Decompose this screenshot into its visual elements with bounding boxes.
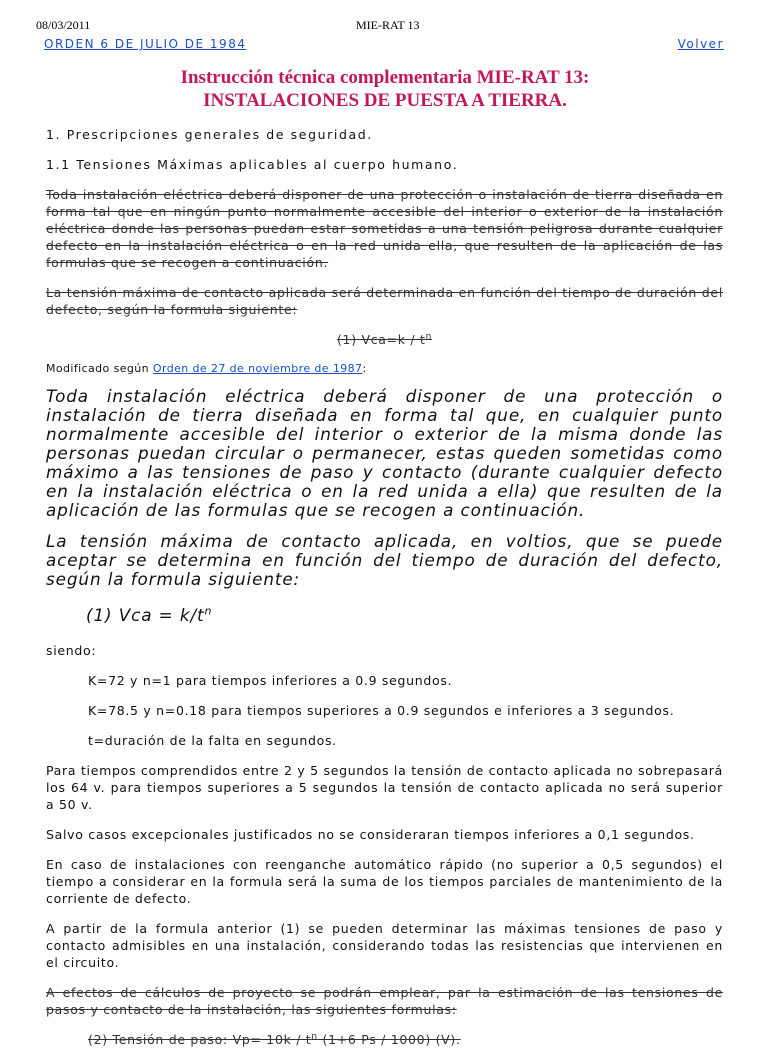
document-title-line1: Instrucción técnica complementaria MIE-RAT 13: — [180, 67, 590, 88]
print-title: MIE-RAT 13 — [356, 18, 420, 32]
paragraph-time-ranges: Para tiempos comprendidos entre 2 y 5 segundos la tensión de contacto aplicada no sobrepasará los 64 v. para tiempos superiores a 5 segundos la tensión de contacto aplicada no será superior a 50 v. — [46, 763, 723, 812]
struck-paragraph-3: A efectos de cálculos de proyecto se podrán emplear, par la estimación de las tensiones de pasos y contacto de la instalación, las siguientes formulas: — [46, 985, 723, 1017]
struck-formula-1: (1) $Vca=k / t^n$ — [336, 331, 433, 347]
modified-note: Modificado según Orden de 27 de noviembre de 1987: — [46, 362, 367, 375]
new-paragraph-1: Toda instalación eléctrica deberá disponer de una protección o instalación de tierra diseñada en forma tal que, en cualquier punto normalmente accesible del interior o exterior de la misma donde las personas puedan circular o permanecer, estas queden sometidas como máximo a las tensiones de paso y contacto (durante cualquier defecto en la instalación eléctrica o en la red unida a ella) que resulten de la aplicación de las formulas que se recogen a continuación. — [46, 386, 723, 520]
document-title — [40, 66, 730, 112]
paragraph-exceptions: Salvo casos excepcionales justificados no se consideraran tiempos inferiores a 0,1 segundos. — [46, 827, 695, 842]
paragraph-formula-use: A partir de la formula anterior (1) se pueden determinar las máximas tensiones de paso y contacto admisibles en una instalación, considerando todas las resistencias que intervienen en el circuito. — [46, 921, 723, 970]
section-heading-1-1: 1.1 Tensiones Máximas aplicables al cuerpo humano. — [46, 157, 459, 172]
document-title-line2: INSTALACIONES DE PUESTA A TIERRA. — [203, 90, 567, 111]
paragraph-reclosing: En caso de instalaciones con reenganche automático rápido (no superior a 0,5 segundos) el tiempo a considerar en la formula será la suma de los tiempos parciales de mantenimiento de la corriente de defecto. — [46, 857, 723, 906]
modified-order-link[interactable]: Orden de 27 de noviembre de 1987 — [152, 362, 363, 375]
print-header — [36, 18, 736, 34]
struck-paragraph-2: La tensión máxima de contacto aplicada será determinada en función del tiempo de duración del defecto, según la formula siguiente: — [46, 285, 723, 317]
definition-t: t=duración de la falta en segundos. — [88, 733, 337, 748]
nav-row — [44, 37, 724, 53]
struck-formula-2: (2) Tensión de paso: $Vp= 10k / t^n$ (1+6 Ps / 1000) (V). — [88, 1031, 461, 1047]
document-content — [46, 126, 723, 1048]
print-date: 08/03/2011 — [36, 18, 91, 32]
definition-k1: K=72 y n=1 para tiempos inferiores a 0.9 segundos. — [88, 673, 453, 688]
siendo-label: siendo: — [46, 643, 97, 658]
section-heading-1: 1. Prescripciones generales de seguridad. — [46, 127, 373, 142]
struck-paragraph-1: Toda instalación eléctrica deberá disponer de una protección o instalación de tierra diseñada en forma tal que en ningún punto normalmente accesible del interior o exterior de la instalación eléctrica donde las personas puedan estar sometidas a una tensión peligrosa durante cualquier defecto en la instalación eléctrica o en la red unida ella, que resulten de la aplicación de las formulas que se recogen a continuación. — [46, 187, 723, 270]
definition-k2: K=78.5 y n=0.18 para tiempos superiores a 0.9 segundos e inferiores a 3 segundos. — [88, 703, 675, 718]
back-link[interactable]: Volver — [677, 37, 724, 51]
new-paragraph-2: La tensión máxima de contacto aplicada, en voltios, que se puede aceptar se determina en función del tiempo de duración del defecto, según la formula siguiente: — [46, 531, 723, 589]
order-link[interactable]: ORDEN 6 DE JULIO DE 1984 — [44, 37, 247, 51]
formula-1: (1) Vca = $k/t^n$ — [86, 604, 213, 625]
